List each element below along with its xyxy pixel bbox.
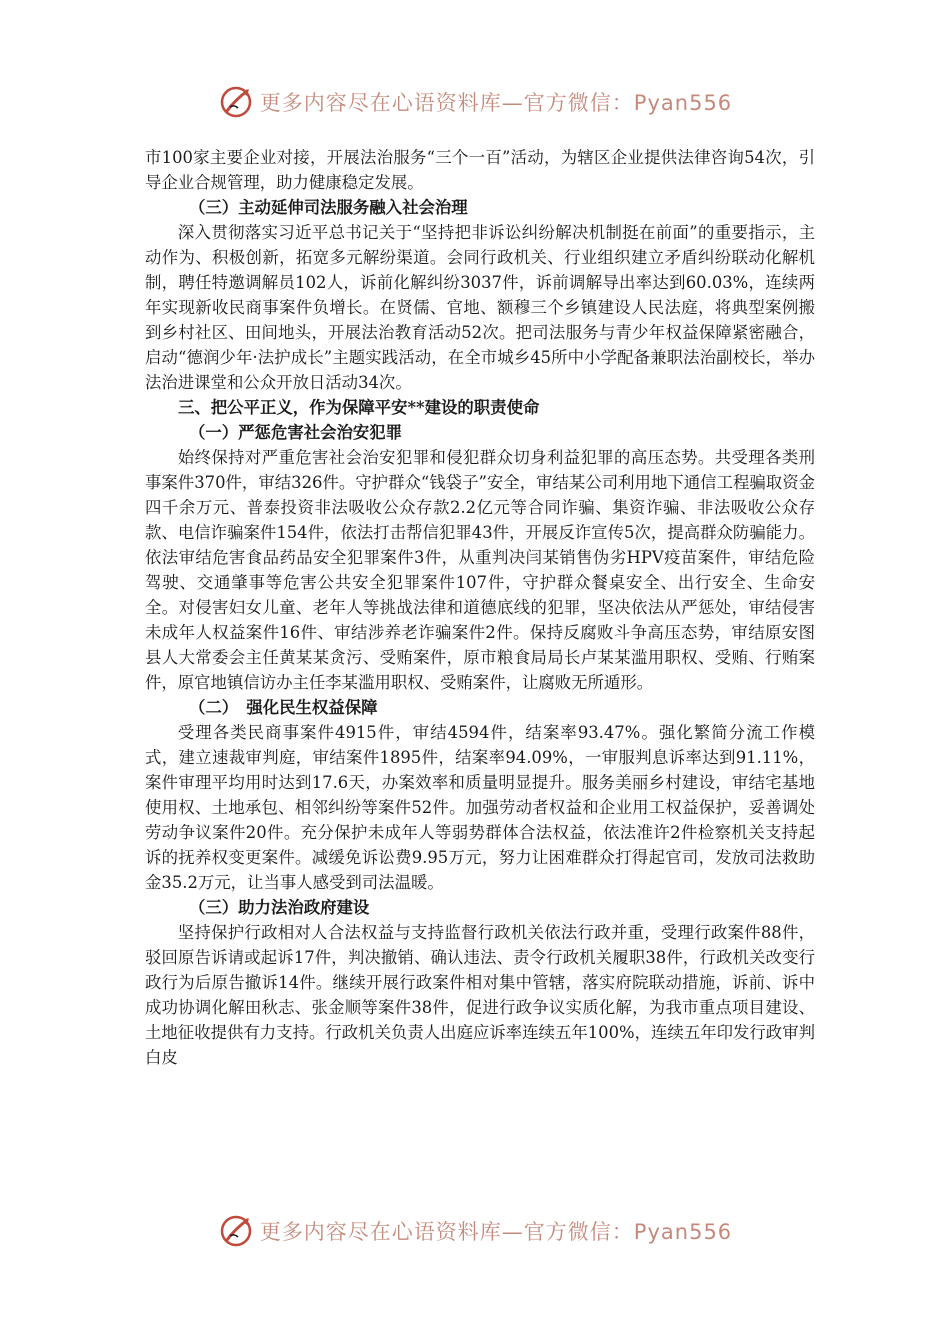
header-banner-text: 更多内容尽在心语资料库—官方微信：Pyan556: [259, 91, 733, 115]
heading-2: （二） 强化民生权益保障: [189, 698, 378, 717]
heading-3: （三）助力法治政府建设: [189, 898, 370, 917]
header-banner: [0, 82, 950, 122]
heading-1: （一）严惩危害社会治安犯罪: [189, 423, 403, 442]
paragraph-continuation: 市100家主要企业对接，开展法治服务“三个一百”活动，为辖区企业提供法律咨询54次，引导企业合规管理，助力健康稳定发展。: [145, 148, 815, 192]
footer-banner: [0, 1211, 950, 1251]
document-body: [145, 145, 815, 1070]
paragraph-2: 受理各类民商事案件4915件，审结4594件，结案率93.47%。强化繁简分流工作模式，建立速裁审判庭，审结案件1895件，结案率94.09%，一审服判息诉率达到91.11%，案件审理平均用时达到17.6天，办案效率和质量明显提升。服务美丽乡村建设，审结宅基地使用权、土地承包、相邻纠纷等案件52件。加强劳动者权益和企业用工权益保护，妥善调处劳动争议案件20件。充分保护未成年人等弱势群体合法权益，依法准许2件检察机关支持起诉的抚养权变更案件。减缓免诉讼费9.95万元，努力让困难群众打得起官司，发放司法救助金35.2万元，让当事人感受到司法温暖。: [145, 723, 815, 892]
logo-icon: [218, 1213, 254, 1249]
paragraph-3: 坚持保护行政相对人合法权益与支持监督行政机关依法行政并重，受理行政案件88件，驳回原告诉请或起诉17件，判决撤销、确认违法、责令行政机关履职38件，行政机关改变行政行为后原告撤诉14件。继续开展行政案件相对集中管辖，落实府院联动措施，诉前、诉中成功协调化解田秋志、张金顺等案件38件，促进行政争议实质化解，为我市重点项目建设、土地征收提供有力支持。行政机关负责人出庭应诉率连续五年100%，连续五年印发行政审判白皮: [145, 923, 815, 1067]
logo-icon: [218, 84, 254, 120]
footer-banner-text: 更多内容尽在心语资料库—官方微信：Pyan556: [259, 1220, 733, 1244]
paragraph-1: 始终保持对严重危害社会治安犯罪和侵犯群众切身利益犯罪的高压态势。共受理各类刑事案件370件，审结326件。守护群众“钱袋子”安全，审结某公司利用地下通信工程骗取资金四千余万元、普泰投资非法吸收公众存款2.2亿元等合同诈骗、集资诈骗、非法吸收公众存款、电信诈骗案件154件，依法打击帮信犯罪43件，开展反诈宣传5次，提高群众防骗能力。依法审结危害食品药品安全犯罪案件3件，从重判决闫某销售伪劣HPV疫苗案件，审结危险驾驶、交通肇事等危害公共安全犯罪案件107件，守护群众餐桌安全、出行安全、生命安全。对侵害妇女儿童、老年人等挑战法律和道德底线的犯罪，坚决依法从严惩处，审结侵害未成年人权益案件16件、审结涉养老诈骗案件2件。保持反腐败斗争高压态势，审结原安图县人大常委会主任黄某某贪污、受贿案件，原市粮食局局长卢某某滥用职权、受贿、行贿案件，原官地镇信访办主任李某滥用职权、受贿案件，让腐败无所遁形。: [145, 448, 815, 692]
heading-3-3: （三）主动延伸司法服务融入社会治理: [189, 198, 468, 217]
paragraph-3-3: 深入贯彻落实习近平总书记关于“坚持把非诉讼纠纷解决机制挺在前面”的重要指示，主动作为、积极创新，拓宽多元解纷渠道。会同行政机关、行业组织建立矛盾纠纷联动化解机制，聘任特邀调解员102人，诉前化解纠纷3037件，诉前调解导出率达到60.03%，连续两年实现新收民商事案件负增长。在贤儒、官地、额穆三个乡镇建设人民法庭，将典型案例搬到乡村社区、田间地头，开展法治教育活动52次。把司法服务与青少年权益保障紧密融合，启动“德润少年·法护成长”主题实践活动，在全市城乡45所中小学配备兼职法治副校长，举办法治进课堂和公众开放日活动34次。: [145, 223, 815, 392]
heading-section-3: 三、把公平正义，作为保障平安**建设的职责使命: [178, 398, 540, 417]
